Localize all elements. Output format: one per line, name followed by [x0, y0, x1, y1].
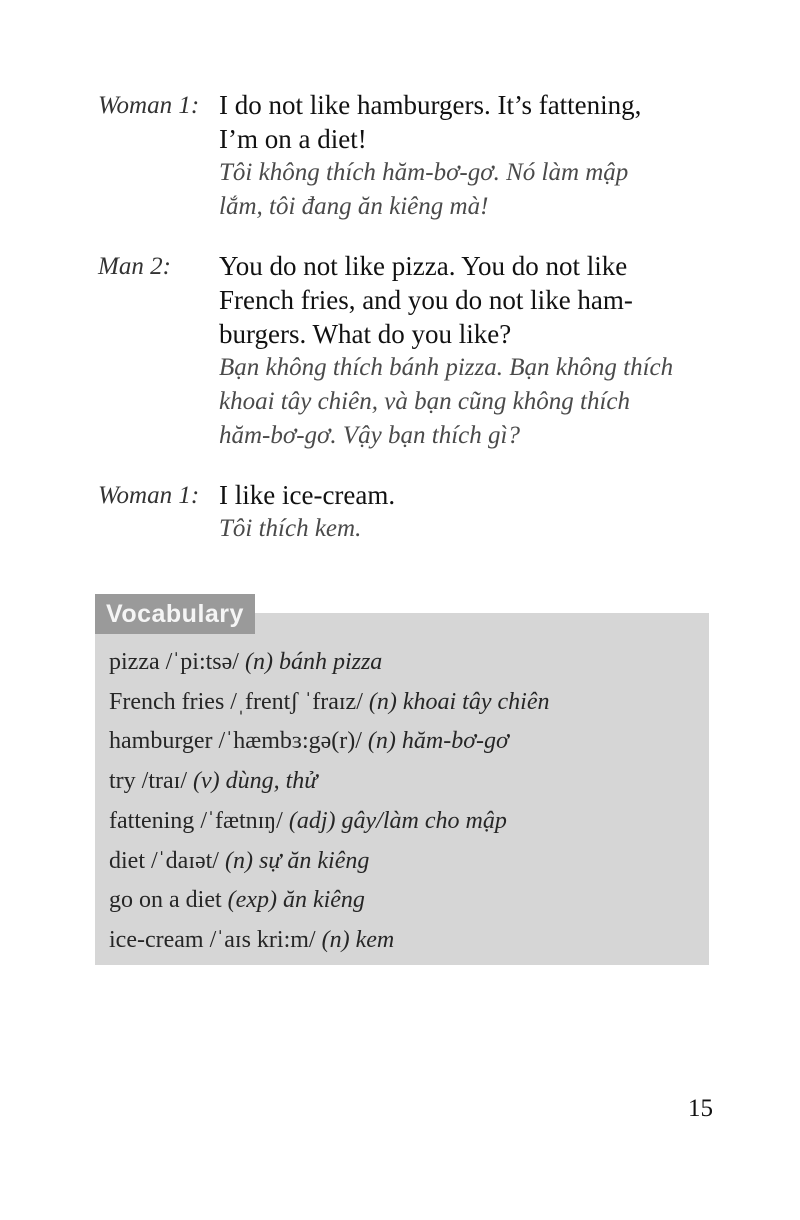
vocab-ipa: /ˌfrentʃ ˈfraɪz/ — [224, 688, 369, 715]
turn-content — [219, 88, 719, 224]
vocab-word: try — [109, 768, 136, 795]
vocab-part-of-speech: (n) — [224, 847, 253, 874]
english-line: burgers. What do you like? — [219, 319, 512, 349]
vocab-ipa: /ˈhæmbɜ:gə(r)/ — [212, 728, 368, 755]
vocab-word: French fries — [109, 688, 225, 715]
turn-content — [219, 249, 719, 453]
vocab-meaning: kem — [349, 926, 395, 953]
vietnamese-line: Bạn không thích bánh pizza. Bạn không thích — [219, 354, 674, 381]
vocab-ipa: /traɪ/ — [135, 768, 193, 795]
vocab-meaning: dùng, thử — [219, 768, 318, 795]
vietnamese-line: hăm-bơ-gơ. Vậy bạn thích gì? — [219, 422, 520, 449]
speaker-label: Man 2: — [98, 253, 171, 280]
vocab-ipa: /ˈdaɪət/ — [145, 847, 225, 874]
vocab-word: go on a diet — [109, 887, 222, 914]
vocab-part-of-speech: (exp) — [227, 887, 277, 914]
vocab-word: hamburger — [109, 728, 213, 755]
speaker-label: Woman 1: — [98, 92, 200, 119]
vocab-item-hamburger — [109, 722, 699, 762]
vocab-meaning: ăn kiêng — [276, 887, 365, 914]
english-line: I’m on a diet! — [219, 124, 367, 154]
vocab-item-go-on-a-diet — [109, 881, 699, 921]
vocab-item-ice-cream — [109, 921, 699, 961]
vocab-part-of-speech: (n) — [367, 728, 396, 755]
vocabulary-list — [109, 643, 699, 961]
vocab-part-of-speech: (n) — [321, 926, 350, 953]
vocab-meaning: sự ăn kiêng — [252, 847, 370, 874]
speaker-label: Woman 1: — [98, 482, 200, 509]
vocab-word: diet — [109, 847, 145, 874]
vietnamese-line: khoai tây chiên, và bạn cũng không thích — [219, 388, 630, 415]
vocab-word: fattening — [109, 807, 195, 834]
vocab-meaning: bánh pizza — [272, 649, 383, 675]
vocab-part-of-speech: (n) — [368, 688, 397, 715]
vocab-part-of-speech: (adj) — [288, 807, 336, 834]
vocab-item-french-fries — [109, 683, 699, 723]
vocabulary-title: Vocabulary — [95, 594, 255, 634]
vocab-item-pizza — [109, 643, 699, 683]
vocab-word: ice-cream — [109, 926, 204, 953]
vocab-item-diet — [109, 842, 699, 882]
vocab-part-of-speech: (v) — [193, 768, 220, 795]
vocab-word: pizza — [109, 649, 160, 675]
page-number: 15 — [688, 1095, 713, 1122]
vocab-meaning: gây/làm cho mập — [335, 807, 507, 834]
vocab-ipa: /ˈaɪs kri:m/ — [203, 926, 322, 953]
vietnamese-line: Tôi thích kem. — [219, 515, 362, 542]
vocab-item-try — [109, 762, 699, 802]
vietnamese-line: lắm, tôi đang ăn kiêng mà! — [219, 193, 489, 220]
vocab-item-fattening — [109, 802, 699, 842]
english-line: You do not like pizza. You do not like — [219, 251, 628, 281]
turn-content — [219, 478, 719, 546]
vocab-meaning: khoai tây chiên — [396, 688, 550, 715]
vocab-part-of-speech: (n) — [244, 649, 273, 675]
vietnamese-line: Tôi không thích hăm-bơ-gơ. Nó làm mập — [219, 159, 629, 186]
english-line: I like ice-cream. — [219, 480, 396, 510]
english-line: French fries, and you do not like ham- — [219, 285, 633, 315]
vocab-meaning: hăm-bơ-gơ — [395, 728, 509, 755]
vocab-ipa: /ˈfætnɪŋ/ — [194, 807, 289, 834]
english-line: I do not like hamburgers. It’s fattening, — [219, 90, 642, 120]
vocab-ipa: /ˈpi:tsə/ — [159, 649, 245, 675]
